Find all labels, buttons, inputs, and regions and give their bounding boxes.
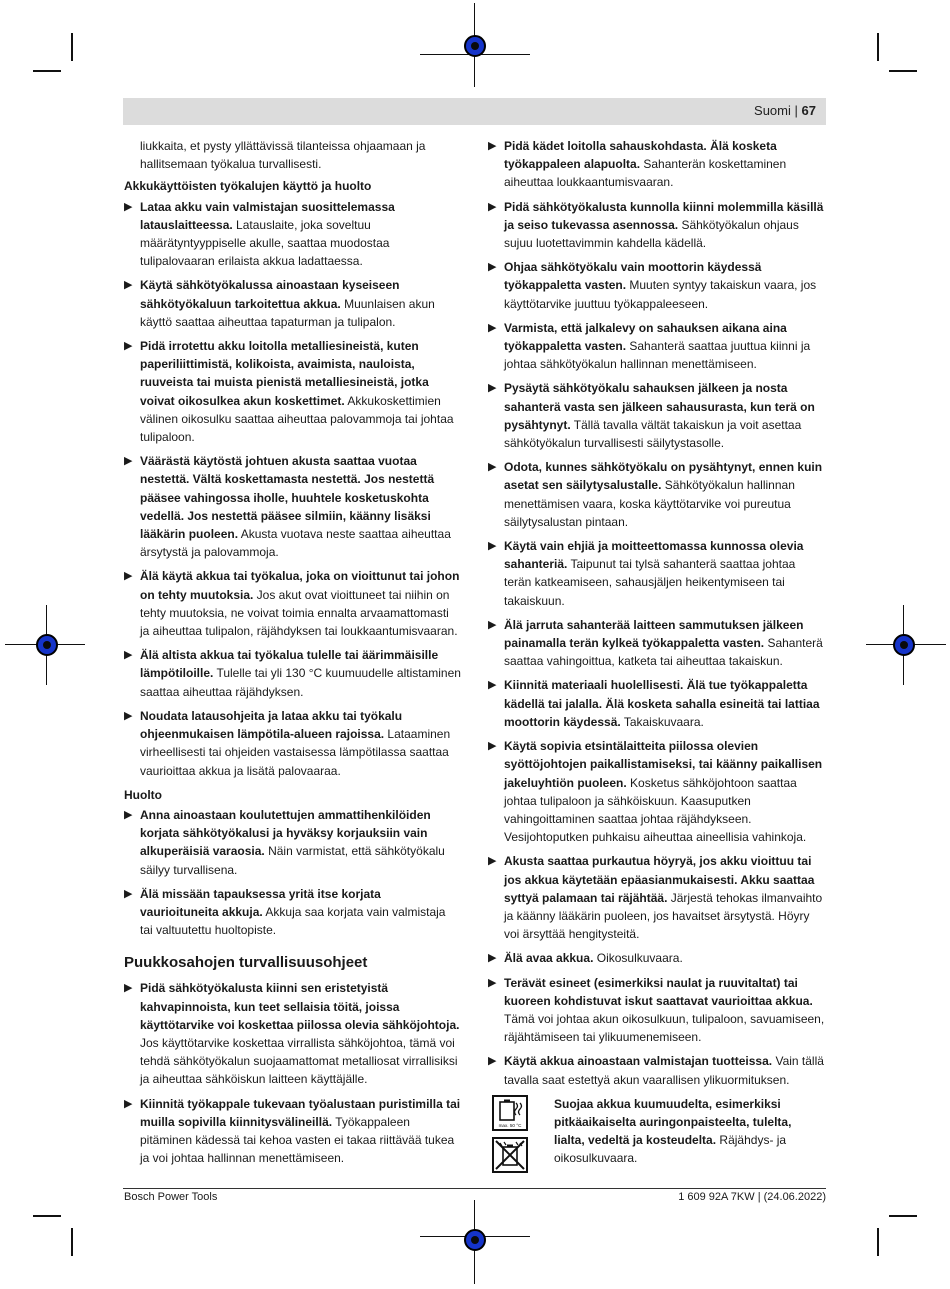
bullet-item <box>124 707 461 780</box>
bullet-item <box>488 852 825 943</box>
triangle-right-icon: ▶ <box>488 976 497 989</box>
registration-mark-left <box>36 634 58 656</box>
bullet-bold-text: Väärästä käytöstä johtuen akusta saattaa vuotaa nestettä. Vältä koskettamasta nestettä. Jos nestettä pääsee vahingossa iholle, huuhtele kosketuskohta vedellä. Jos nestettä pääsee silmiin, käänny lisäksi lääkärin puoleen. <box>140 454 435 542</box>
bullet-item <box>124 806 461 879</box>
triangle-right-icon: ▶ <box>124 570 133 583</box>
crop-mark <box>877 33 879 61</box>
bullet-bold-text: Pidä kädet loitolla sahauskohdasta. Älä kosketa työkappaleen alapuolta. <box>504 139 777 172</box>
bullet-bold-text: Pysäytä sähkötyökalu sahauksen jälkeen ja nosta sahanterä vasta sen jälkeen sahausurasta, kun terä on pysähtynyt. <box>504 381 815 432</box>
crop-mark <box>71 33 73 61</box>
battery-protection-note <box>488 1095 825 1179</box>
bullet-item <box>124 885 461 940</box>
bullet-text: Tulelle tai yli 130 °C kuumuudelle altistaminen saattaa aiheuttaa räjähdyksen. <box>140 666 461 699</box>
bullet-item <box>488 616 825 671</box>
triangle-right-icon: ▶ <box>124 200 133 213</box>
triangle-right-icon: ▶ <box>488 618 497 631</box>
battery-heat-icon <box>492 1095 528 1131</box>
triangle-right-icon: ▶ <box>124 982 133 995</box>
bullet-text: Järjestä tehokas ilmanvaihto ja käänny lääkärin puoleen, jos havaitset ärsytystä. Höyry voi ärsyttää hengitysteitä. <box>504 890 823 942</box>
bullet-item <box>488 949 825 967</box>
triangle-right-icon: ▶ <box>488 1055 497 1068</box>
left-column <box>124 137 461 1173</box>
bullet-bold-text: Käytä vain ehjiä ja moitteettomassa kunnossa olevia sahanteriä. <box>504 539 804 572</box>
bullet-text: Sahanterä saattaa vahingoittua, katketa tai aiheuttaa takaiskun. <box>504 636 823 669</box>
saw-safety-title: Puukkosahojen turvallisuusohjeet <box>124 954 368 972</box>
icon-note-bold: Suojaa akkua kuumuudelta, esimerkiksi pitkäaikaiselta auringonpaisteelta, tulelta, lialta, vedeltä ja kosteudelta. <box>554 1096 792 1148</box>
bullet-text: Tämä voi johtaa akun oikosulkuun, tulipaloon, savuamiseen, räjähtämiseen tai ylikuumenemiseen. <box>504 1011 825 1045</box>
triangle-right-icon: ▶ <box>488 200 497 213</box>
bullet-item <box>488 1052 825 1088</box>
intro-continuation: liukkaita, et pysty yllättävissä tilanteissa ohjaamaan ja hallitsemaan työkalua turvallisesti. <box>140 139 426 172</box>
bullet-text: Kosketus sähköjohtoon saattaa johtaa tulipaloon ja sähköiskuun. Kaasuputken vahingoittaminen saattaa johtaa räjähdykseen. Vesijohtoputken puhkaisu aiheuttaa aineellisia vahinkoja. <box>504 775 807 845</box>
bullet-bold-text: Älä käytä akkua tai työkalua, joka on vioittunut tai johon on tehty muutoksia. <box>140 569 460 602</box>
triangle-right-icon: ▶ <box>124 1097 133 1110</box>
triangle-right-icon: ▶ <box>124 887 133 900</box>
bullet-item <box>488 198 825 253</box>
bullet-bold-text: Älä missään tapauksessa yritä itse korjata vaurioituneita akkuja. <box>140 886 381 919</box>
bullet-item <box>124 567 461 640</box>
bullet-bold-text: Pidä sähkötyökalusta kunnolla kiinni molemmilla käsillä ja seiso tukevassa asennossa. <box>504 199 824 232</box>
triangle-right-icon: ▶ <box>124 455 133 468</box>
triangle-right-icon: ▶ <box>488 855 497 868</box>
bullet-item <box>124 452 461 561</box>
battery-safety-list <box>124 198 461 780</box>
bullet-item <box>488 137 825 192</box>
bullet-text: Sahanterän koskettaminen aiheuttaa loukkaantumisvaaran. <box>504 157 787 190</box>
bullet-item <box>124 979 461 1088</box>
bullet-text: Akusta vuotava neste saattaa aiheuttaa ärsytystä ja palovammoja. <box>140 527 451 560</box>
bullet-bold-text: Pidä sähkötyökalusta kiinni sen eristetyistä kahvapinnoista, kun teet sellaisia töitä, joissa käyttötarvike voi koskettaa piilossa olevia sähköjohtoja. <box>140 981 460 1032</box>
bullet-text: Akkuja saa korjata vain valmistaja tai valtuutettu huoltopiste. <box>140 904 446 938</box>
triangle-right-icon: ▶ <box>488 261 497 274</box>
page-number: 67 <box>801 103 816 118</box>
bullet-item <box>488 319 825 374</box>
footer-doc-id: 1 609 92A 7KW | (24.06.2022) <box>678 1191 826 1203</box>
bullet-bold-text: Kiinnitä materiaali huolellisesti. Älä tue työkappaletta kädellä tai jalalla. Älä kosketa sahalla esineitä tai lattiaa moottorin käydessä. <box>504 678 820 729</box>
right-column <box>488 137 825 1179</box>
bullet-item <box>124 646 461 701</box>
footer-brand: Bosch Power Tools <box>124 1191 218 1203</box>
triangle-right-icon: ▶ <box>488 461 497 474</box>
icon-stack <box>488 1095 544 1179</box>
bullet-text: Lataaminen virheellisesti tai ohjeiden vastaisessa lämpötilassa saattaa vaurioittaa akkua ja lisätä palovaaraa. <box>140 727 451 778</box>
page-label <box>754 103 816 118</box>
bullet-text: Jos akut ovat vioittuneet tai niihin on tehty muutoksia, ne voivat toimia ennalta arvaamattomasti ja aiheuttaa tulipalon, räjähdyksen tai loukkaantumisvaaran. <box>140 587 458 639</box>
battery-protection-text <box>544 1095 825 1179</box>
bullet-bold-text: Odota, kunnes sähkötyökalu on pysähtynyt, ennen kuin asetat sen säilytysalustalle. <box>504 460 823 493</box>
triangle-right-icon: ▶ <box>124 340 133 353</box>
bullet-text: Tällä tavalla vältät takaiskun ja voit asettaa sähkötyökalun turvallisesti säilytystasolle. <box>504 417 802 451</box>
triangle-right-icon: ▶ <box>124 649 133 662</box>
bullet-bold-text: Käytä sopivia etsintälaitteita piilossa olevien syöttöjohtojen paikallistamiseksi, tai käänny paikallisen jakeluyhtiön puoleen. <box>504 739 823 790</box>
bullet-bold-text: Käytä akkua ainoastaan valmistajan tuotteissa. <box>504 1054 773 1069</box>
bullet-bold-text: Varmista, että jalkalevy on sahauksen aikana aina työkappaletta vasten. <box>504 320 787 354</box>
footer-rule <box>123 1188 826 1189</box>
triangle-right-icon: ▶ <box>488 679 497 692</box>
bullet-text: Sähkötyökalun hallinnan menettämisen vaara, koska käyttötarvike voi pureutua säilytysalustan pintaan. <box>504 478 795 529</box>
bullet-text: Työkappaleen pitäminen kädessä tai kehoa vasten ei takaa riittävää tukea ja voi johtaa hallinnan menettämiseen. <box>140 1114 455 1166</box>
bullet-bold-text: Älä altista akkua tai työkalua tulelle tai äärimmäisille lämpötiloille. <box>140 648 439 681</box>
registration-mark-top <box>464 35 486 57</box>
header-separator: | <box>794 103 798 118</box>
icon-note-text: Räjähdys- ja oikosulkuvaara. <box>554 1133 787 1166</box>
bullet-text: Sahanterä saattaa juuttua kiinni ja johtaa sähkötyökalun hallinnan menettämiseen. <box>504 339 811 372</box>
bullet-text: Sähkötyökalun ohjaus sujuu luotettavimmin kahdella kädellä. <box>504 217 799 251</box>
bullet-item <box>124 337 461 446</box>
bullet-text: Akkukoskettimien välinen oikosulku saattaa aiheuttaa palovammoja tai johtaa tulipaloon. <box>140 393 454 445</box>
saw-safety-list-continued <box>488 137 825 1089</box>
triangle-right-icon: ▶ <box>124 279 133 292</box>
bullet-bold-text: Anna ainoastaan koulutettujen ammattihenkilöiden korjata sähkötyökalusi ja hyväksy korjauksiin vain alkuperäisiä varaosia. <box>140 807 431 859</box>
bullet-text: Latauslaite, joka soveltuu määrätyntyyppiselle akulle, saattaa muodostaa tulipalovaaran erilaista akkua ladattaessa. <box>140 217 390 269</box>
bullet-item <box>488 676 825 731</box>
section-name: Suomi <box>754 103 791 118</box>
bullet-item <box>488 537 825 610</box>
bullet-bold-text: Lataa akku vain valmistajan suosittelemassa latauslaitteessa. <box>140 199 395 232</box>
bullet-bold-text: Pidä irrotettu akku loitolla metalliesineistä, kuten paperiliittimistä, kolikoista, avaimista, nauloista, ruuveista tai muista pienistä metalliesineistä, jotka voivat oikosulkea akun koskettimet. <box>140 339 429 408</box>
service-heading: Huolto <box>124 787 162 802</box>
crop-mark <box>71 1228 73 1256</box>
battery-no-water-icon <box>492 1137 528 1173</box>
triangle-right-icon: ▶ <box>488 140 497 152</box>
bullet-bold-text: Älä jarruta sahanterää laitteen sammutuksen jälkeen painamalla terän kylkeä työkappaletta vasten. <box>504 617 804 651</box>
bullet-text: Näin varmistat, että sähkötyökalu säilyy turvallisena. <box>140 844 445 877</box>
bullet-text: Jos käyttötarvike koskettaa virrallista sähköjohtoa, tämä voi tehdä sähkötyökalun suojaamattomat metalliosat virrallisiksi ja aiheuttaa sähköiskun laitteen käyttäjälle. <box>140 1035 458 1087</box>
bullet-item <box>124 1095 461 1168</box>
triangle-right-icon: ▶ <box>488 382 497 395</box>
bullet-text: Muuten syntyy takaiskun vaara, jos käyttötarvike juuttuu työkappaleeseen. <box>504 278 817 311</box>
bullet-item <box>124 276 461 331</box>
bullet-item <box>488 974 825 1047</box>
bullet-item <box>488 458 825 531</box>
crop-mark <box>889 1215 917 1217</box>
triangle-right-icon: ▶ <box>488 540 497 553</box>
crop-mark <box>889 70 917 72</box>
battery-heading: Akkukäyttöisten työkalujen käyttö ja huolto <box>124 179 372 194</box>
bullet-text: Vain tällä tavalla saat estettyä akun vaarallisen ylikuormituksen. <box>504 1054 824 1087</box>
bullet-bold-text: Käytä sähkötyökalussa ainoastaan kyseiseen sähkötyökaluun tarkoitettua akkua. <box>140 278 400 311</box>
bullet-item <box>488 737 825 846</box>
bullet-text: Taipunut tai tylsä sahanterä saattaa johtaa terän katkeamiseen, sahausjäljen heikentymiseen tai takaiskuun. <box>504 557 796 608</box>
bullet-bold-text: Noudata latausohjeita ja lataa akku tai työkalu ohjeenmukaisen lämpötila-alueen rajoissa. <box>140 708 403 742</box>
saw-safety-list <box>124 979 461 1167</box>
heat-icon-label: max. 50 °C <box>498 1122 522 1128</box>
bullet-text: Muunlaisen akun käyttö saattaa aiheuttaa tapaturman ja tulipalon. <box>140 296 435 329</box>
bullet-bold-text: Kiinnitä työkappale tukevaan työalustaan puristimilla tai muilla sopivilla kiinnitysvälineillä. <box>140 1096 461 1129</box>
crop-mark <box>877 1228 879 1256</box>
bullet-text: Oikosulkuvaara. <box>593 951 683 966</box>
triangle-right-icon: ▶ <box>124 808 133 821</box>
bullet-bold-text: Ohjaa sähkötyökalu vain moottorin käydessä työkappaletta vasten. <box>504 260 762 293</box>
header-band <box>123 98 826 125</box>
bullet-bold-text: Terävät esineet (esimerkiksi naulat ja ruuvitaltat) tai kuoreen kohdistuvat iskut saattavat vaurioittaa akkua. <box>504 975 813 1008</box>
bullet-text: Takaiskuvaara. <box>620 714 704 729</box>
registration-mark-bottom <box>464 1229 486 1251</box>
bullet-item <box>124 198 461 271</box>
bullet-bold-text: Akusta saattaa purkautua höyryä, jos akku vioittuu tai jos akkua käytetään epäasianmukaisesti. Akku saattaa syttyä palamaan tai räjähtää. <box>504 854 815 905</box>
triangle-right-icon: ▶ <box>488 321 497 334</box>
service-list <box>124 806 461 939</box>
triangle-right-icon: ▶ <box>488 952 497 965</box>
crop-mark <box>33 70 61 72</box>
triangle-right-icon: ▶ <box>488 740 497 753</box>
triangle-right-icon: ▶ <box>124 709 133 722</box>
bullet-item <box>488 258 825 313</box>
crop-mark <box>33 1215 61 1217</box>
bullet-item <box>488 379 825 452</box>
registration-mark-right <box>893 634 915 656</box>
bullet-bold-text: Älä avaa akkua. <box>504 951 594 966</box>
